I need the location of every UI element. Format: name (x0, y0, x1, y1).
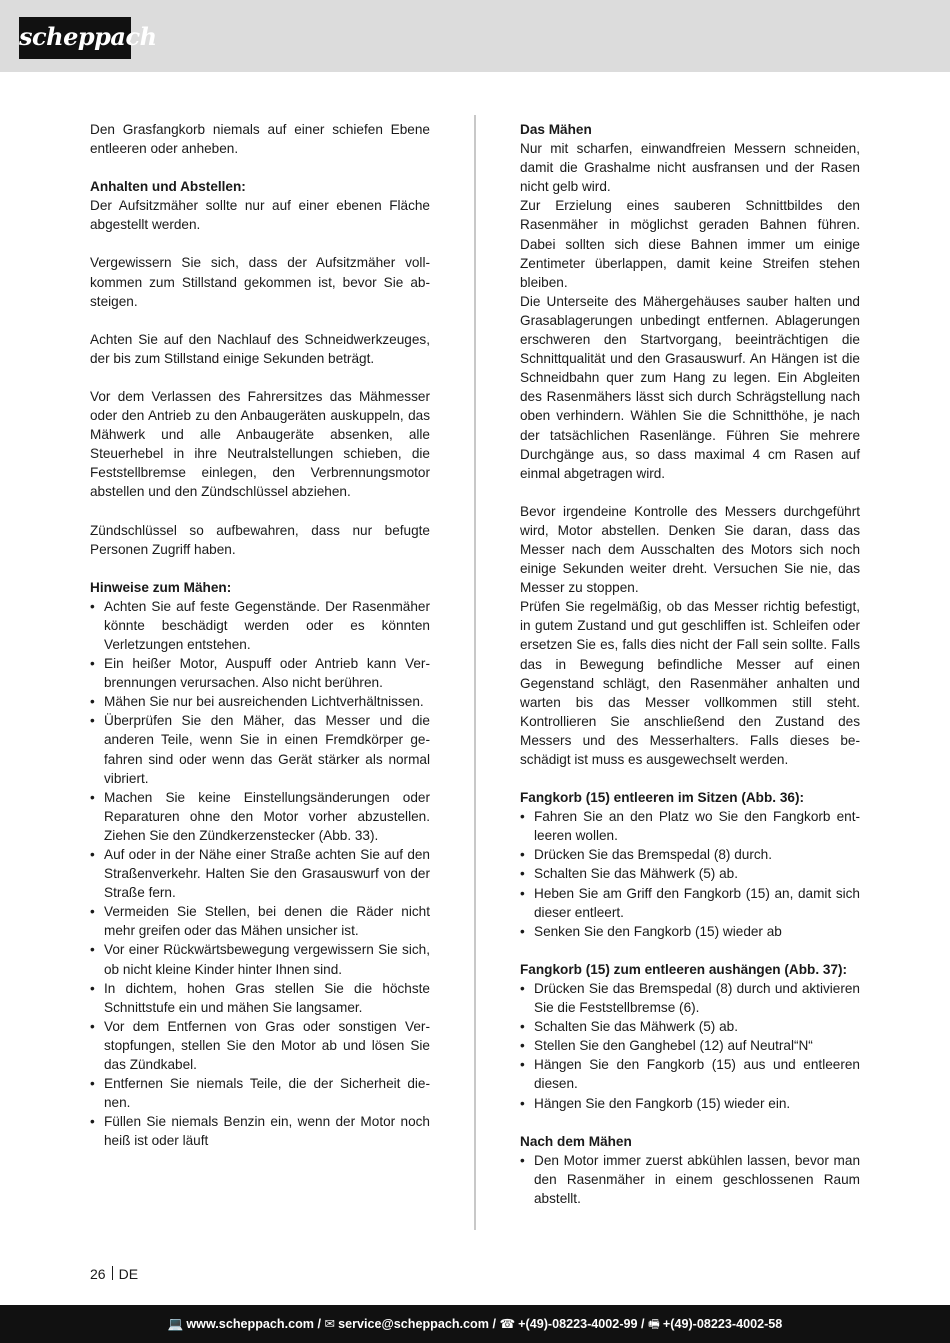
page-number-footer (90, 1264, 138, 1284)
fax-icon: 🖷 (648, 1317, 660, 1331)
bullet-icon: • (90, 789, 95, 805)
list-item (520, 1094, 860, 1113)
spacer (90, 502, 430, 521)
list-item-text: Fahren Sie an den Platz wo Sie den Fangkorb entleeren wollen. (534, 809, 860, 844)
bullet-icon: • (90, 1114, 95, 1130)
bullet-icon: • (90, 942, 95, 958)
list-item-text: Füllen Sie niemals Benzin ein, wenn der Motor noch heiß ist oder läuft (104, 1114, 430, 1149)
list-item-text: Vor einer Rückwärtsbewegung vergewissern Sie sich, ob nicht kleine Kinder hinter Ihnen sind. (104, 942, 430, 977)
section-heading: Fangkorb (15) zum entleeren aushängen (Abb. 37): (520, 961, 848, 977)
computer-icon: 💻 (167, 1317, 184, 1331)
list-item-text: Senken Sie den Fangkorb (15) wieder ab (534, 923, 782, 939)
list-item-text: Drücken Sie das Bremspedal (8) durch. (534, 847, 772, 863)
spacer (520, 483, 860, 502)
list-item-text: Ein heißer Motor, Auspuff oder Antrieb kann Verbrennungen verursachen. Also nicht berühren. (104, 656, 430, 691)
list-item (90, 1074, 430, 1112)
paragraph: Zündschlüssel so aufbewahren, dass nur befugte Personen Zugriff haben. (90, 522, 430, 557)
list-item-text: Machen Sie keine Einstellungsänderungen oder Reparaturen ohne den Motor vorher abzustellen. Ziehen Sie den Zündkerzenstecker (Abb. 33). (104, 789, 430, 843)
scheppach-logo: scheppach (19, 17, 131, 59)
list-item-text: Hängen Sie den Fangkorb (15) wieder ein. (534, 1095, 791, 1111)
bullet-icon: • (520, 1019, 525, 1035)
page-number-separator (112, 1266, 113, 1280)
paragraph: Nur mit scharfen, einwandfreien Messern schneiden, damit die Grashalme nicht ausfransen und der Rasen nicht gelb wird. (520, 141, 860, 195)
bullet-icon: • (90, 904, 95, 920)
language-code: DE (118, 1266, 139, 1282)
spacer (520, 1113, 860, 1132)
list-item-text: Entfernen Sie niemals Teile, die der Sicherheit dienen. (104, 1076, 430, 1111)
list-item-text: Vor dem Entfernen von Gras oder sonstigen Verstopfungen, stellen Sie den Motor ab und lösen Sie das Zündkabel. (104, 1018, 430, 1073)
list-item (90, 654, 430, 692)
bullet-icon: • (90, 980, 95, 996)
bullet-icon: • (90, 598, 95, 614)
list-item (520, 979, 860, 1017)
spacer (520, 769, 860, 788)
bullet-icon: • (520, 885, 525, 901)
column-divider (474, 115, 476, 1230)
paragraph: Vor dem Verlassen des Fahrersitzes das Mähmesser oder den Antrieb zu den Anbaugeräten auskuppeln, das Mähwerk und alle Anbaugeräte absenken, alle Steuerhebel in ihre Neutralstellungen schieben, die Feststellbremse einlegen, den Verbrennungsmotor abstellen und den Zündschlüssel abziehen. (90, 388, 430, 500)
phone-icon: ☎ (499, 1317, 516, 1331)
list-item-text: In dichtem, hohen Gras stellen Sie die höchste Schnittstufe ein und mähen Sie langsamer. (104, 980, 430, 1015)
phone-number: +(49)-08223-4002-99 / (518, 1317, 645, 1331)
page-number: 26 (90, 1266, 106, 1282)
list-item (520, 1151, 860, 1208)
section-heading: Das Mähen (520, 122, 592, 137)
bullet-icon: • (90, 1018, 95, 1034)
list-item (520, 884, 860, 922)
section-heading: Nach dem Mähen (520, 1133, 632, 1149)
list-item-text: Drücken Sie das Bremspedal (8) durch und aktivieren Sie die Feststellbremse (6). (534, 980, 860, 1016)
bullet-icon: • (520, 923, 525, 939)
spacer (90, 234, 430, 253)
right-column (520, 120, 860, 1208)
bullet-icon: • (90, 656, 95, 672)
list-item (90, 711, 430, 787)
contact-bar (0, 1305, 950, 1343)
left-column (90, 120, 430, 1151)
bullet-icon: • (520, 847, 525, 863)
list-item-text: Stellen Sie den Ganghebel (12) auf Neutral“N“ (534, 1038, 813, 1054)
spacer (90, 158, 430, 177)
paragraph: Der Aufsitzmäher sollte nur auf einer ebenen Fläche abgestellt werden. (90, 198, 430, 233)
paragraph: Achten Sie auf den Nachlauf des Schneidwerkzeuges, der bis zum Stillstand einige Sekunden beträgt. (90, 331, 430, 366)
list-item-text: Schalten Sie das Mähwerk (5) ab. (534, 866, 739, 882)
section-heading: Hinweise zum Mähen: (90, 579, 232, 595)
list-item (90, 1112, 430, 1150)
list-item (90, 979, 430, 1017)
list-item (520, 845, 860, 864)
bullet-icon: • (520, 1095, 525, 1111)
bullet-icon: • (520, 1038, 525, 1054)
paragraph: Vergewissern Sie sich, dass der Aufsitzmäher vollkommen zum Stillstand gekommen ist, bevor Sie absteigen. (90, 255, 430, 309)
bullet-icon: • (90, 1076, 95, 1092)
bullet-list (520, 807, 860, 941)
bullet-icon: • (520, 809, 525, 825)
list-item-text: Achten Sie auf feste Gegenstände. Der Rasenmäher könnte beschädigt werden oder es könnten Verletzungen entstehen. (104, 598, 430, 652)
section-heading: Fangkorb (15) entleeren im Sitzen (Abb. 36): (520, 790, 805, 806)
email-link[interactable]: service@scheppach.com / (338, 1317, 496, 1331)
list-item (90, 1017, 430, 1074)
spacer (90, 559, 430, 578)
paragraph: Prüfen Sie regelmäßig, ob das Messer richtig befestigt, in gutem Zustand und gut geschliffen ist. Schleifen oder ersetzen Sie es, falls dies nicht der Fall sein sollte. Falls das in Bewegung befindliche Messer auf einen Gegenstand schlägt, den Rasenmäher anhalten und warten bis das Messer vollkommen still steht. Kontrollieren Sie anschließend den Zustand des Messers und des Messerhalters. Falls dieses beschädigt ist muss es ausgewechselt werden. (520, 599, 860, 767)
list-item (520, 1055, 860, 1093)
mail-icon: ✉ (324, 1317, 336, 1331)
bullet-icon: • (520, 980, 525, 996)
spacer (90, 311, 430, 330)
list-item-text: Den Motor immer zuerst abkühlen lassen, bevor man den Rasenmäher in einem geschlossenen Raum abstellt. (534, 1152, 860, 1206)
page-header (0, 0, 950, 72)
list-item-text: Überprüfen Sie den Mäher, das Messer und die anderen Teile, wenn Sie in einen Fremdkörper gefahren sind oder wenn das Gerät stärker als normal vibriert. (104, 713, 430, 786)
spacer (520, 941, 860, 960)
paragraph: Zur Erzielung eines sauberen Schnittbildes den Rasenmäher in möglichst geraden Bahnen führen. Dabei sollten sich diese Bahnen immer um einige Zentimeter überlappen, damit keine Streifen stehen bleiben. (520, 198, 860, 290)
list-item (520, 864, 860, 883)
section-heading: Anhalten und Abstellen: (90, 179, 246, 195)
list-item-text: Heben Sie am Griff den Fangkorb (15) an, damit sich dieser entleert. (534, 885, 860, 920)
list-item (520, 922, 860, 941)
list-item-text: Vermeiden Sie Stellen, bei denen die Räder nicht mehr greifen oder das Mähen unsicher ist. (104, 904, 430, 939)
list-item-text: Hängen Sie den Fangkorb (15) aus und entleeren diesen. (534, 1057, 860, 1092)
paragraph: Die Unterseite des Mähergehäuses sauber halten und Grasablagerungen unbedingt entfernen. Ablagerungen erschweren den Startvorgang, beeinträchtigen die Schnittqualität und den Grasauswurf. An Hängen ist die Schneidbahn quer zum Hang zu legen. Ein Abgleiten des Rasenmähers lässt sich durch Schrägstellung nach oben verhindern. Wählen Sie die Schnitthöhe, je nach der tatsächlichen Rasenlänge. Führen Sie mehrere Durchgänge aus, so dass maximal 4 cm Rasen auf einmal abgetragen wird. (520, 293, 860, 481)
list-item (520, 1036, 860, 1055)
list-item-text: Schalten Sie das Mähwerk (5) ab. (534, 1019, 739, 1035)
list-item (90, 692, 430, 711)
list-item-text: Auf oder in der Nähe einer Straße achten Sie auf den Straßenverkehr. Halten Sie den Grasauswurf von der Straße fern. (104, 847, 430, 901)
bullet-icon: • (520, 1057, 525, 1073)
list-item (520, 1017, 860, 1036)
list-item (90, 788, 430, 845)
spacer (90, 368, 430, 387)
list-item (90, 940, 430, 978)
list-item (90, 902, 430, 940)
bullet-list (90, 597, 430, 1151)
fax-number: +(49)-08223-4002-58 (662, 1317, 783, 1331)
bullet-icon: • (90, 847, 95, 862)
bullet-icon: • (520, 1152, 525, 1168)
list-item (90, 597, 430, 654)
list-item (520, 807, 860, 845)
website-link[interactable]: www.scheppach.com / (186, 1317, 321, 1331)
list-item (90, 845, 430, 902)
paragraph: Den Grasfangkorb niemals auf einer schiefen Ebene entleeren oder anheben. (90, 122, 430, 157)
bullet-icon: • (90, 713, 95, 729)
list-item-text: Mähen Sie nur bei ausreichenden Lichtverhältnissen. (104, 694, 424, 710)
bullet-list (520, 979, 860, 1113)
bullet-list (520, 1151, 860, 1208)
paragraph: Bevor irgendeine Kontrolle des Messers durchgeführt wird, Motor abstellen. Denken Sie daran, dass das Messer nach dem Ausschalten des Motors sich noch einige Sekunden weiter dreht. Versuchen Sie nie, das Messer zu stoppen. (520, 503, 860, 596)
bullet-icon: • (520, 866, 525, 882)
bullet-icon: • (90, 694, 95, 710)
